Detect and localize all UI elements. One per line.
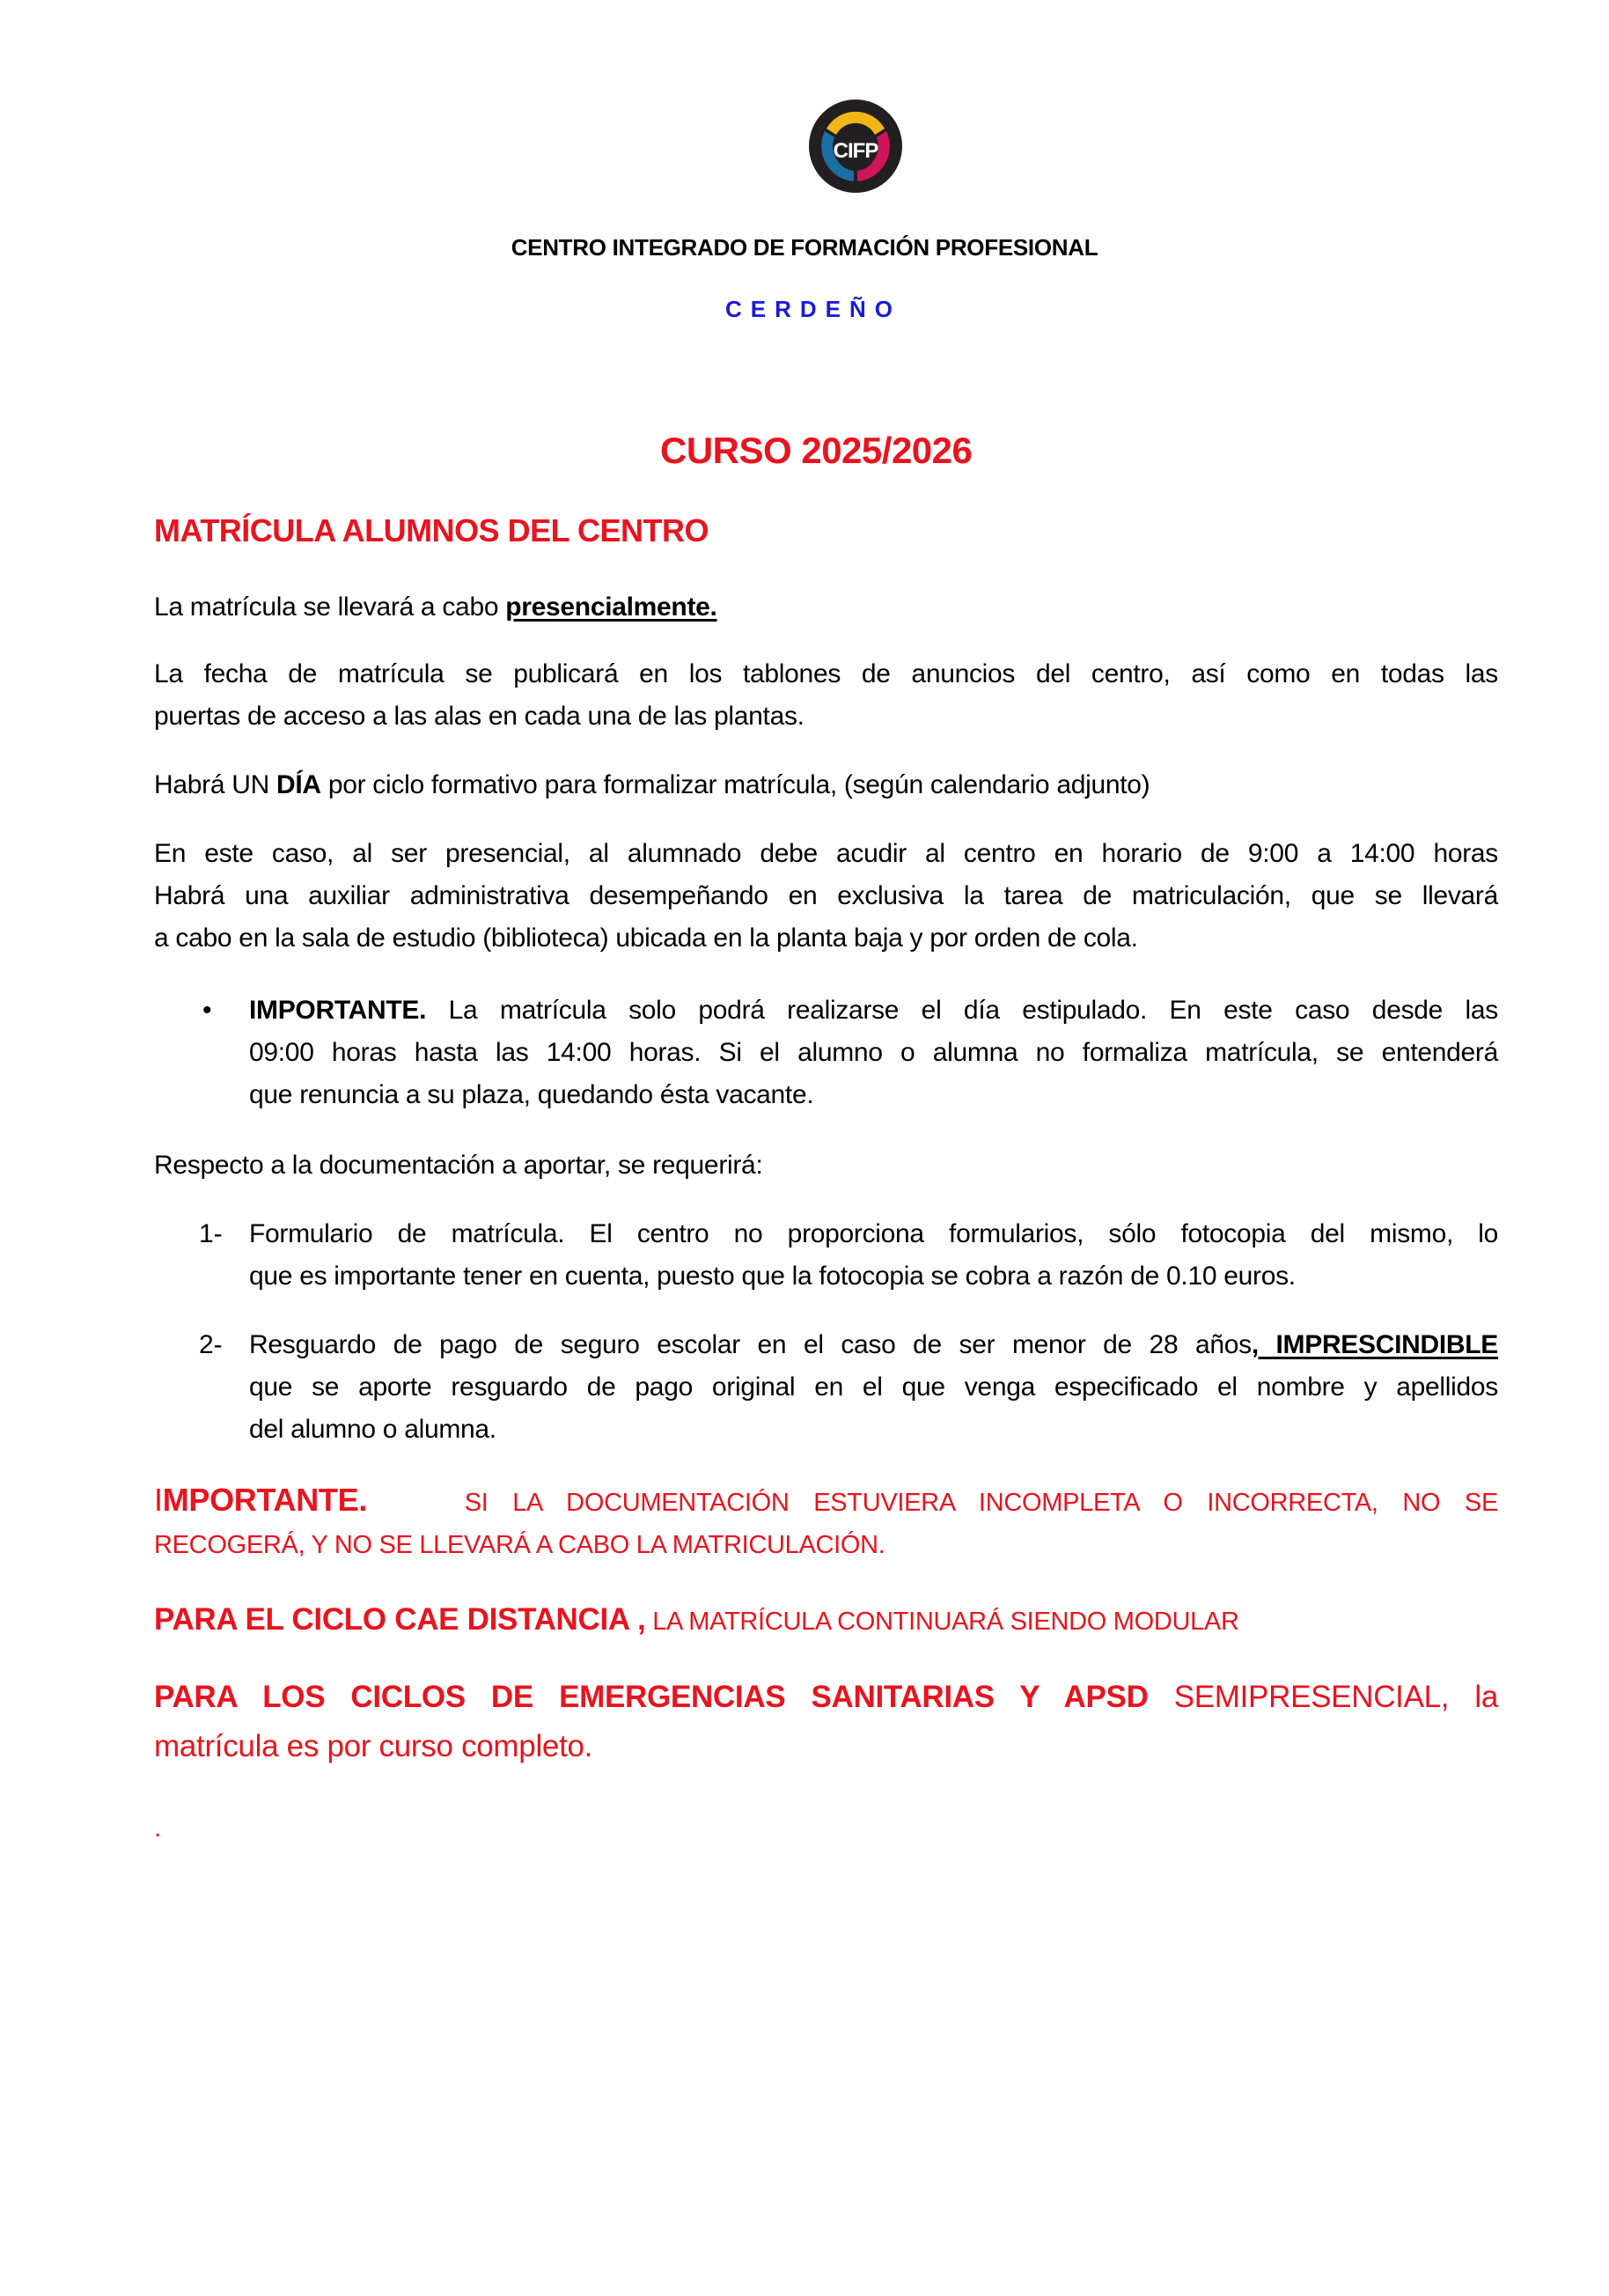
warning-paragraph — [154, 1479, 1498, 1566]
day-suffix: por ciclo formativo para formalizar matrícula, (según calendario adjunto) — [320, 770, 1150, 799]
emergencias-text: SEMIPRESENCIAL, la — [1148, 1680, 1498, 1714]
dates-paragraph — [154, 653, 1498, 738]
important-line-3: que renuncia a su plaza, quedando ésta vacante. — [249, 1080, 814, 1109]
cae-emphasis: PARA EL CICLO CAE DISTANCIA , — [154, 1602, 646, 1637]
documentation-intro: Respecto a la documentación a aportar, se requerirá: — [154, 1151, 763, 1180]
cae-notice — [154, 1599, 1498, 1643]
requirement-1-line-1: Formulario de matrícula. El centro no proporciona formularios, sólo fotocopia del mismo, lo — [249, 1219, 1498, 1248]
cifp-logo — [808, 99, 903, 194]
important-line-1-text: La matrícula solo podrá realizarse el día estipulado. En este caso desde las — [426, 996, 1498, 1025]
requirement-2-line-2: que se aporte resguardo de pago original en el que venga especificado el nombre y apellidos — [249, 1372, 1498, 1402]
requirement-1-line-2: que es importante tener en cuenta, puesto que la fotocopia se cobra a razón de 0.10 euros. — [249, 1262, 1296, 1291]
intro-paragraph — [154, 586, 1498, 629]
warning-label: MPORTANTE. — [162, 1482, 368, 1518]
requirement-2-emphasis: , IMPRESCINDIBLE — [1251, 1330, 1498, 1359]
day-prefix: Habrá UN — [154, 770, 277, 799]
warning-first-letter: I — [154, 1482, 163, 1518]
intro-text: La matrícula se llevará a cabo — [154, 592, 506, 622]
emergencias-line-1 — [154, 1673, 1498, 1722]
section-title: MATRÍCULA ALUMNOS DEL CENTRO — [154, 512, 709, 548]
trailing-mark: . — [154, 1814, 162, 1843]
warning-line-1 — [154, 1479, 1498, 1524]
emergencias-notice — [154, 1673, 1498, 1771]
schedule-line-3: a cabo en la sala de estudio (biblioteca) ubicada en la planta baja y por orden de cola. — [154, 924, 1138, 953]
requirement-1 — [249, 1213, 1498, 1298]
requirement-2-number: 2- — [199, 1330, 223, 1359]
cae-text: LA MATRÍCULA CONTINUARÁ SIENDO MODULAR — [645, 1608, 1239, 1636]
course-title: CURSO 2025/2026 — [660, 430, 973, 471]
requirement-2-line-1 — [249, 1324, 1498, 1366]
emergencias-emphasis: PARA LOS CICLOS DE EMERGENCIAS SANITARIAS Y APSD — [154, 1680, 1149, 1714]
dates-line-1: La fecha de matrícula se publicará en los tablones de anuncios del centro, así como en todas las — [154, 659, 1498, 688]
requirement-2 — [249, 1324, 1498, 1451]
requirement-2-line-3: del alumno o alumna. — [249, 1415, 496, 1444]
schedule-line-1: En este caso, al ser presencial, al alumnado debe acudir al centro en horario de 9:00 a 14:00 horas — [154, 839, 1498, 868]
requirement-2-text: Resguardo de pago de seguro escolar en el caso de ser menor de 28 años — [249, 1330, 1252, 1359]
important-bullet-paragraph — [249, 990, 1498, 1116]
intro-emphasis: presencialmente. — [505, 592, 717, 622]
logo-text: CIFP — [833, 139, 878, 163]
warning-line-1-text: SI LA DOCUMENTACIÓN ESTUVIERA INCOMPLETA O INCORRECTA, NO SE — [464, 1489, 1498, 1517]
institution-city: CERDEÑO — [724, 296, 901, 322]
dates-line-2: puertas de acceso a las alas en cada una de las plantas. — [154, 702, 804, 731]
requirement-1-number: 1- — [199, 1219, 223, 1248]
schedule-paragraph — [154, 833, 1498, 960]
important-line-2: 09:00 horas hasta las 14:00 horas. Si el alumno o alumna no formaliza matrícula, se entenderá — [249, 1038, 1498, 1067]
schedule-line-2: Habrá una auxiliar administrativa desempeñando en exclusiva la tarea de matriculación, que se llevará — [154, 881, 1498, 910]
institution-name: CENTRO INTEGRADO DE FORMACIÓN PROFESIONAL — [511, 234, 1098, 261]
important-label: IMPORTANTE. — [249, 996, 427, 1025]
day-paragraph — [154, 764, 1498, 806]
emergencias-line-2: matrícula es por curso completo. — [154, 1729, 593, 1763]
important-line-1 — [249, 990, 1498, 1032]
warning-line-2: RECOGERÁ, Y NO SE LLEVARÁ A CABO LA MATRICULACIÓN. — [154, 1531, 885, 1559]
bullet-icon: • — [202, 996, 212, 1025]
day-emphasis: DÍA — [276, 770, 321, 799]
